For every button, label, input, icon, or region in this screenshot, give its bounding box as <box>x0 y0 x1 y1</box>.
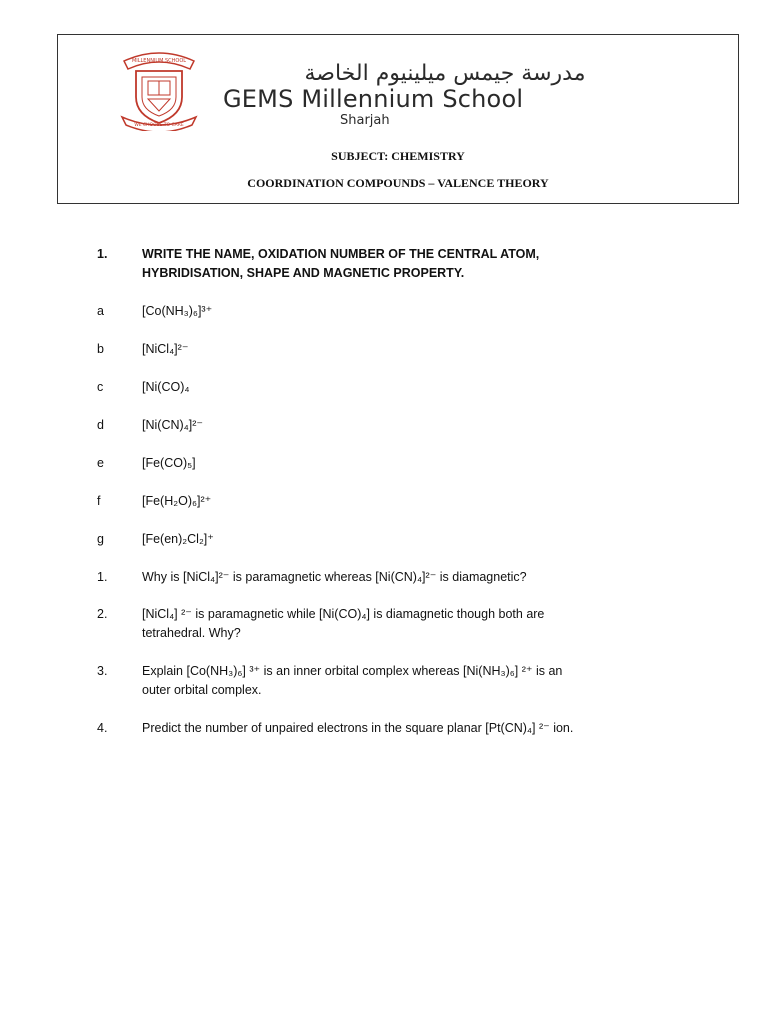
topic-title: COORDINATION COMPOUNDS – VALENCE THEORY <box>247 176 549 190</box>
item-label: c <box>97 380 104 394</box>
school-city: Sharjah <box>340 113 390 128</box>
item-formula: [Fe(H₂O)₆]²⁺ <box>142 494 212 508</box>
school-name-arabic: مدرسة جيمس ميلينيوم الخاصة <box>304 61 586 86</box>
crest-top-text: MILLENNIUM SCHOOL <box>131 58 187 64</box>
item-label: f <box>97 494 101 508</box>
question-number: 3. <box>97 664 108 678</box>
question-line: [NiCl₄] ²⁻ is paramagnetic while [Ni(CO)₄] is diamagnetic though both are <box>142 607 545 621</box>
item-label: a <box>97 304 104 318</box>
question-line: outer orbital complex. <box>142 683 262 697</box>
question-line: Why is [NiCl₄]²⁻ is paramagnetic whereas [Ni(CN)₄]²⁻ is diamagnetic? <box>142 570 527 584</box>
item-label: b <box>97 342 104 356</box>
question-line: HYBRIDISATION, SHAPE AND MAGNETIC PROPERTY. <box>142 266 465 280</box>
question-number: 2. <box>97 607 108 621</box>
question-line: Predict the number of unpaired electrons in the square planar [Pt(CN)₄] ²⁻ ion. <box>142 721 574 735</box>
item-label: e <box>97 456 104 470</box>
subject-title: SUBJECT: CHEMISTRY <box>331 149 465 163</box>
item-formula: [Co(NH₃)₆]³⁺ <box>142 304 213 318</box>
item-formula: [Fe(CO)₅] <box>142 456 196 470</box>
question-number: 1. <box>97 247 108 261</box>
item-label: g <box>97 532 104 546</box>
crest-bottom-text: WE CHOOSE TO CARE <box>134 123 184 128</box>
item-label: d <box>97 418 104 432</box>
item-formula: [Fe(en)₂Cl₂]⁺ <box>142 532 214 546</box>
question-line: WRITE THE NAME, OXIDATION NUMBER OF THE CENTRAL ATOM, <box>142 247 540 261</box>
question-line: tetrahedral. Why? <box>142 626 241 640</box>
question-number: 4. <box>97 721 108 735</box>
question-line: Explain [Co(NH₃)₆] ³⁺ is an inner orbital complex whereas [Ni(NH₃)₆] ²⁺ is an <box>142 664 563 678</box>
school-name: GEMS Millennium School <box>223 85 524 113</box>
question-number: 1. <box>97 570 108 584</box>
item-formula: [NiCl₄]²⁻ <box>142 342 189 356</box>
header-box <box>57 34 739 204</box>
item-formula: [Ni(CO)₄ <box>142 380 190 394</box>
school-crest-icon <box>118 47 200 131</box>
item-formula: [Ni(CN)₄]²⁻ <box>142 418 203 432</box>
